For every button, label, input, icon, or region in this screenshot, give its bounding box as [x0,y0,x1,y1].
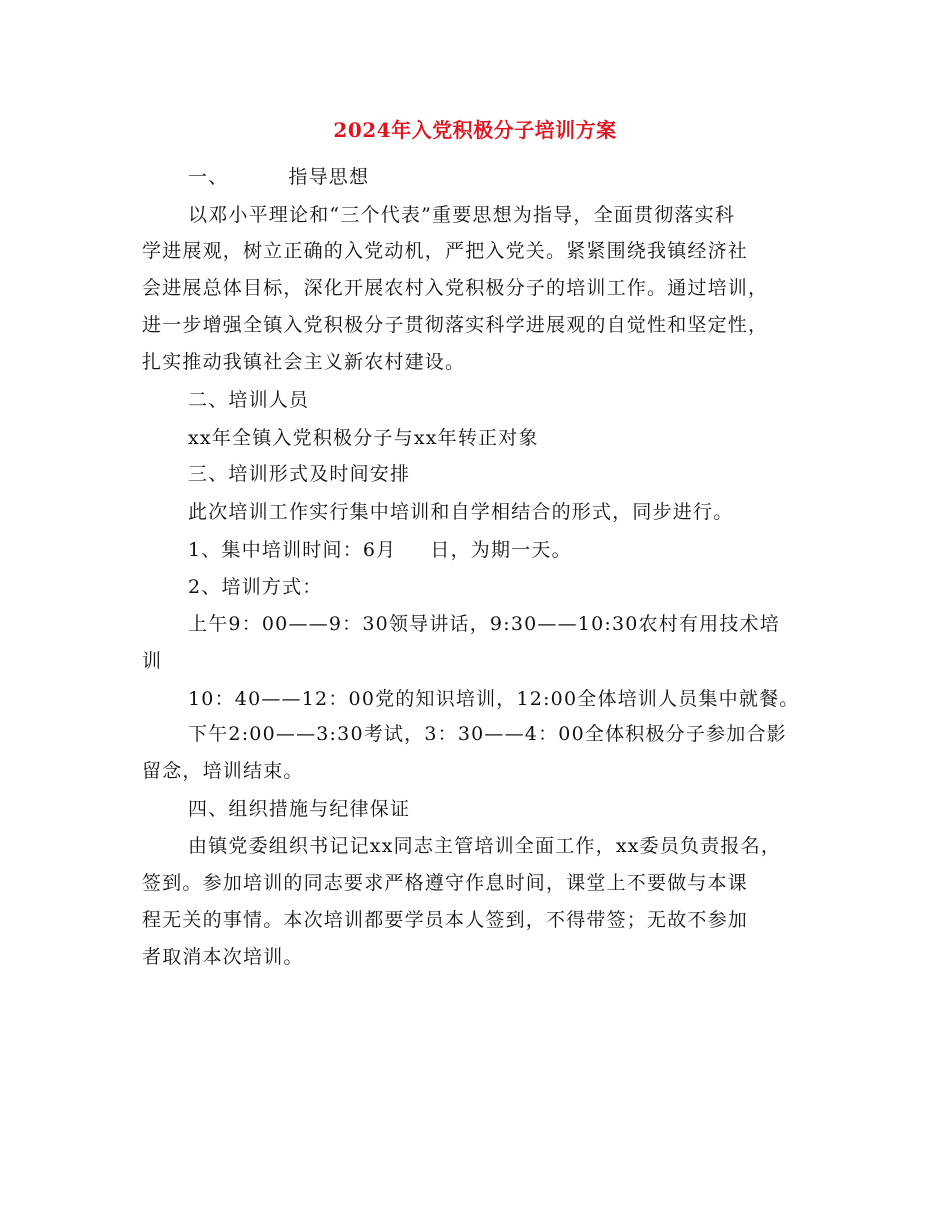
document-title: 2024年入党积极分子培训方案 [333,118,617,142]
paragraph-line: 会进展总体目标，深化开展农村入党积极分子的培训工作。通过培训， [142,277,769,299]
paragraph-line: 者取消本次培训。 [142,946,304,968]
schedule-line: 训 [142,650,163,672]
paragraph-line: 程无关的事情。本次培训都要学员本人签到，不得带签；无故不参加 [142,909,749,931]
paragraph-line: 进一步增强全镇入党积极分子贯彻落实科学进展观的自觉性和坚定性， [142,314,769,336]
paragraph-line: xx年全镇入党积极分子与xx年转正对象 [188,427,539,449]
schedule-line: 上午9：00——9：30领导讲话，9:30——10:30农村有用技术培 [188,613,780,635]
section-1-number: 一、 [188,166,229,188]
paragraph-line: 由镇党委组织书记记xx同志主管培训全面工作，xx委员负责报名， [188,835,782,857]
section-3-heading: 三、培训形式及时间安排 [188,463,411,485]
paragraph-line: 学进展观，树立正确的入党动机，严把入党关。紧紧围绕我镇经济社 [142,240,749,262]
schedule-line: 10：40——12：00党的知识培训，12:00全体培训人员集中就餐。 [188,688,800,710]
schedule-line: 留念，培训结束。 [142,760,304,782]
paragraph-line: 扎实推动我镇社会主义新农村建设。 [142,351,466,373]
list-item-1-part-a: 1、集中培训时间：6月 [188,539,397,561]
paragraph-line: 以邓小平理论和“三个代表”重要思想为指导，全面贯彻落实科 [188,204,736,226]
section-1-heading [188,162,369,189]
section-2-heading: 二、培训人员 [188,389,310,411]
paragraph-line: 此次培训工作实行集中培训和自学相结合的形式，同步进行。 [188,501,734,523]
section-4-heading: 四、组织措施与纪律保证 [188,798,411,820]
list-item-2: 2、培训方式： [188,576,323,598]
paragraph-line: 签到。参加培训的同志要求严格遵守作息时间，课堂上不要做与本课 [142,872,749,894]
schedule-line: 下午2:00——3:30考试，3：30——4：00全体积极分子参加合影 [188,723,787,745]
list-item-1 [188,535,572,562]
section-1-title: 指导思想 [288,166,370,188]
list-item-1-part-b: 日，为期一天。 [430,539,572,561]
